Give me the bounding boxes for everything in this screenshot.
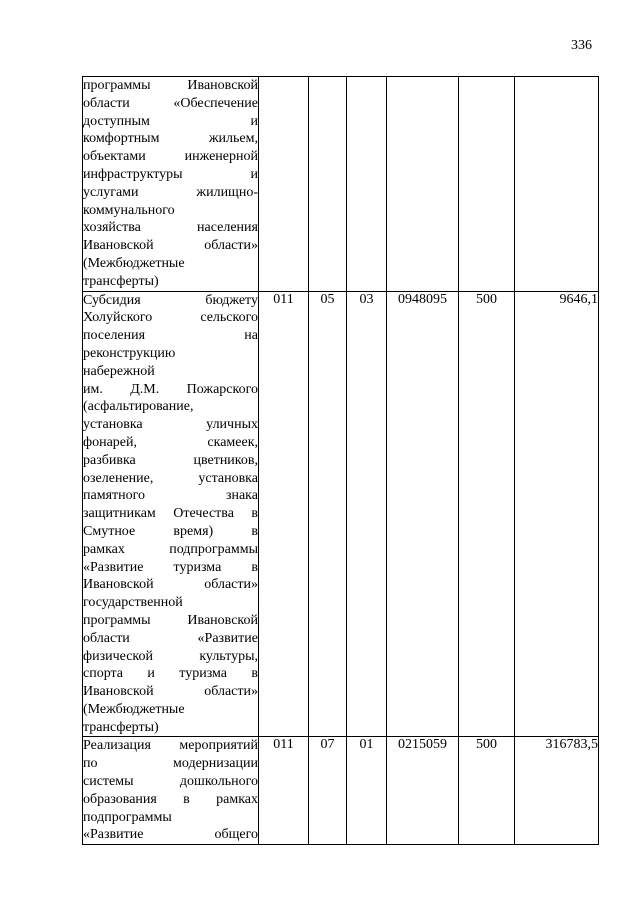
description-line: «Развитие общего <box>83 827 258 843</box>
description-line: Субсидия бюджету <box>83 292 258 308</box>
amount-cell: 316783,5 <box>515 737 599 845</box>
description-cell <box>83 291 259 737</box>
ministry-code-cell <box>259 77 309 292</box>
table-row <box>83 291 599 737</box>
page-number: 336 <box>571 38 592 53</box>
description-line: фонарей, скамеек, <box>83 434 258 450</box>
ministry-code-cell: 011 <box>259 291 309 737</box>
expense-type-cell: 500 <box>459 291 515 737</box>
description-line: Холуйского сельского <box>83 310 258 326</box>
description-line: озеленение, установка <box>83 470 258 486</box>
section-code-cell: 07 <box>309 737 347 845</box>
description-line: Ивановской области» <box>83 238 258 254</box>
description-line: установка уличных <box>83 417 258 433</box>
description-line: хозяйства населения <box>83 220 258 236</box>
description-line: программы Ивановской <box>83 612 258 628</box>
section-code-cell: 05 <box>309 291 347 737</box>
description-line: разбивка цветников, <box>83 452 258 468</box>
section-code-cell <box>309 77 347 292</box>
description-line: «Развитие туризма в <box>83 559 258 575</box>
description-cell <box>83 77 259 292</box>
description-line: коммунального <box>83 202 175 218</box>
description-line: по модернизации <box>83 756 258 772</box>
description-line: поселения на <box>83 328 258 344</box>
description-line: инфраструктуры и <box>83 166 258 182</box>
target-article-cell: 0215059 <box>387 737 459 845</box>
description-line: памятного знака <box>83 488 258 504</box>
description-line: области «Развитие <box>83 630 258 646</box>
description-line: трансферты) <box>83 273 159 289</box>
description-line: реконструкцию <box>83 345 176 361</box>
description-line: (Межбюджетные <box>83 701 185 717</box>
description-line: физической культуры, <box>83 648 258 664</box>
description-line: услугами жилищно- <box>83 184 258 200</box>
description-line: подпрограммы <box>83 809 172 825</box>
description-line: системы дошкольного <box>83 774 258 790</box>
description-line: Ивановской области» <box>83 684 258 700</box>
amount-cell <box>515 77 599 292</box>
amount-cell: 9646,1 <box>515 291 599 737</box>
description-line: трансферты) <box>83 719 159 735</box>
expense-type-cell <box>459 77 515 292</box>
description-line: программы Ивановской <box>83 78 258 93</box>
description-line: области «Обеспечение <box>83 95 258 111</box>
expense-type-cell: 500 <box>459 737 515 845</box>
description-line: объектами инженерной <box>83 149 258 165</box>
description-line: Реализация мероприятий <box>83 738 258 754</box>
subsection-code-cell: 03 <box>347 291 387 737</box>
table-body <box>83 77 599 845</box>
description-line: Ивановской области» <box>83 577 258 593</box>
description-line: рамках подпрограммы <box>83 541 258 557</box>
target-article-cell <box>387 77 459 292</box>
ministry-code-cell: 011 <box>259 737 309 845</box>
description-line: (Межбюджетные <box>83 255 185 271</box>
subsection-code-cell <box>347 77 387 292</box>
target-article-cell: 0948095 <box>387 291 459 737</box>
description-line: образования в рамках <box>83 791 258 807</box>
description-line: Смутное время) в <box>83 523 258 539</box>
budget-table <box>82 76 599 845</box>
description-line: набережной <box>83 363 155 379</box>
description-line: защитникам Отечества в <box>83 506 258 522</box>
description-line: комфортным жильем, <box>83 131 258 147</box>
description-line: спорта и туризма в <box>83 666 258 682</box>
description-cell <box>83 737 259 845</box>
description-line: (асфальтирование, <box>83 399 194 415</box>
description-line: доступным и <box>83 113 258 129</box>
table-row <box>83 77 599 292</box>
description-line: им. Д.М. Пожарского <box>83 381 258 397</box>
description-line: государственной <box>83 595 183 611</box>
subsection-code-cell: 01 <box>347 737 387 845</box>
table-row <box>83 737 599 845</box>
